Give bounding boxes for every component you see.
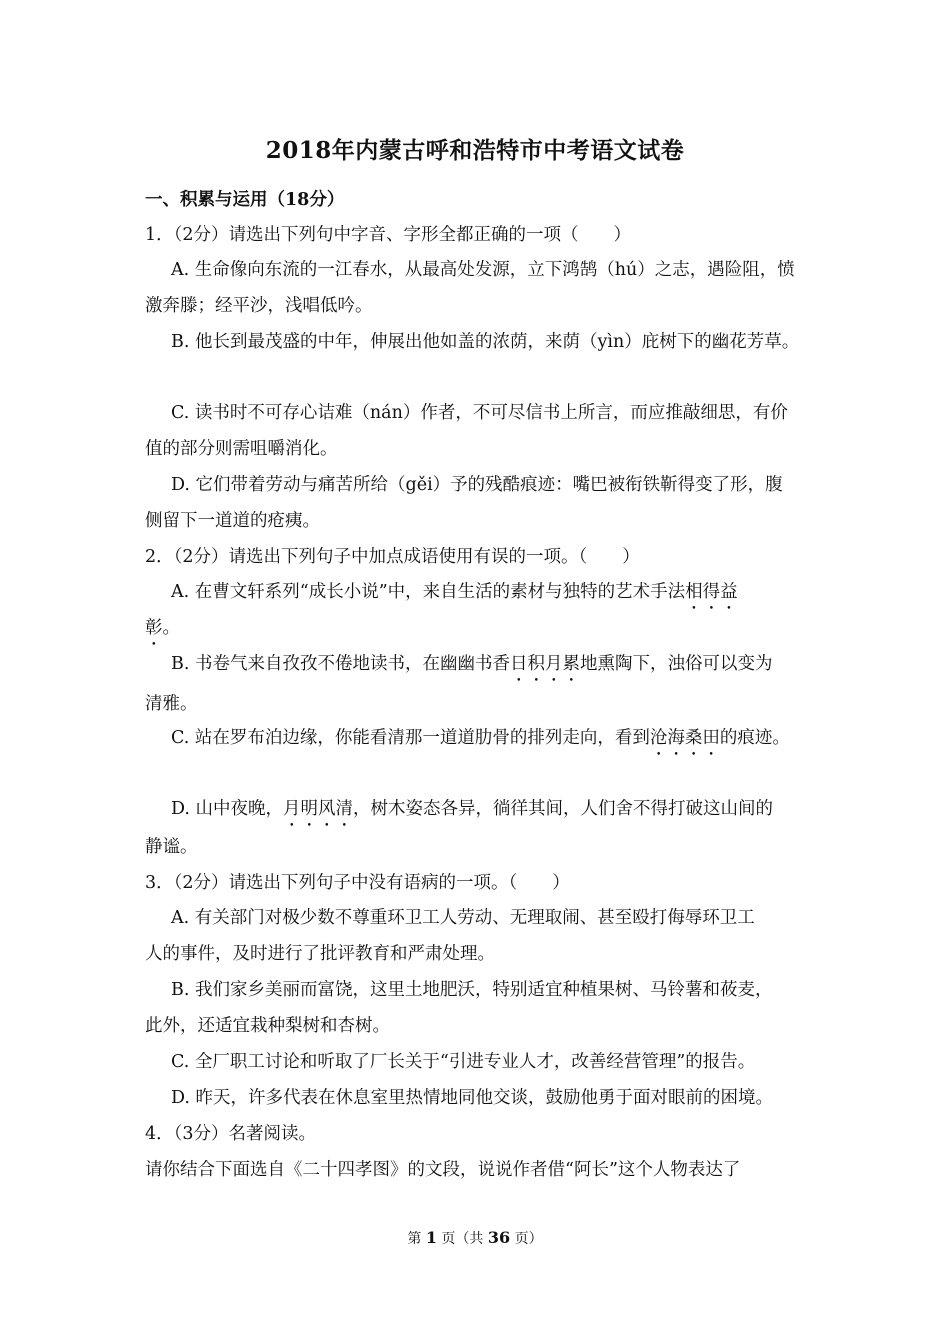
q2-d-text: D. 山中夜晚， [171, 799, 284, 819]
q1-option-a: A. 生命像向东流的一江春水，从最高处发源，立下鸿鹄（hú）之志，遇险阻，愤 [171, 260, 795, 280]
q2-d-text-end: ，树木姿态各异，徜徉其间，人们舍不得打破这山间的 [353, 799, 774, 819]
q1-option-c-cont: 值的部分则需咀嚼消化。 [145, 439, 338, 459]
q3-option-b: B. 我们家乡美丽而富饶，这里土地肥沃，特别适宜种植果树、马铃薯和莜麦， [171, 980, 773, 1000]
dotted-char: 累 [562, 654, 580, 674]
q2-option-b [171, 650, 772, 678]
dotted-char: 益 [720, 582, 738, 602]
footer-post: 页） [510, 1231, 543, 1247]
q1-option-d-cont: 侧留下一道道的疮痍。 [145, 511, 320, 531]
dotted-char: 月 [544, 654, 563, 674]
q2-option-d-cont: 静谧。 [145, 837, 198, 857]
dotted-char: 田 [702, 728, 720, 748]
q1-option-c: C. 读书时不可存心诘难（nán）作者，不可尽信书上所言，而应推敲细思，有价 [171, 403, 788, 423]
footer-pre: 第 [407, 1231, 426, 1247]
dotted-char: 彰 [145, 618, 163, 638]
dotted-char: 风 [318, 799, 336, 819]
dotted-char: 桑 [684, 728, 703, 748]
page-number: 1 [425, 1228, 437, 1247]
q2-b-text-end: 地熏陶下，浊俗可以变为 [579, 654, 773, 674]
dotted-char: 月 [283, 799, 301, 819]
q1-option-b: B. 他长到最茂盛的中年，伸展出他如盖的浓荫，来荫（yìn）庇树下的幽花芳草。 [171, 332, 800, 352]
q2-option-b-cont: 清雅。 [145, 694, 198, 714]
dotted-char: 明 [300, 799, 319, 819]
q1-option-d: D. 它们带着劳动与痛苦所给（gěi）予的残酷痕迹：嘴巴被衔铁靳得变了形，腹 [171, 475, 783, 495]
page-title: 2018年内蒙古呼和浩特市中考语文试卷 [265, 137, 685, 164]
q2-option-a-cont [145, 614, 180, 642]
question-2-stem: 2．（2分）请选出下列句子中加点成语使用有误的一项。（ ） [145, 547, 640, 567]
q4-text: 请你结合下面选自《二十四孝图》的文段，说说作者借“阿长”这个人物表达了 [145, 1160, 741, 1180]
q2-c-text: C. 站在罗布泊边缘，你能看清那一道道肋骨的排列走向，看到 [171, 728, 650, 748]
q3-option-a: A. 有关部门对极少数不尊重环卫工人劳动、无理取闹、甚至殴打侮辱环卫工 [171, 908, 755, 928]
dotted-char: 沧 [649, 728, 668, 748]
q3-option-a-cont: 人的事件，及时进行了批评教育和严肃处理。 [145, 944, 495, 964]
q2-a-text-end: 。 [162, 618, 180, 638]
q3-option-c: C. 全厂职工讨论和听取了厂长关于“引进专业人才，改善经营管理”的报告。 [171, 1052, 756, 1072]
dotted-char: 积 [527, 654, 545, 674]
dotted-char: 得 [702, 582, 721, 602]
q2-option-a [171, 578, 738, 606]
q2-b-text: B. 书卷气来自孜孜不倦地读书，在幽幽书香 [171, 654, 510, 674]
question-3-stem: 3．（2分）请选出下列句子中没有语病的一项。（ ） [145, 873, 570, 893]
dotted-char: 海 [667, 728, 685, 748]
dotted-char: 相 [685, 582, 703, 602]
footer-mid: 页（共 [436, 1231, 488, 1247]
dotted-char: 清 [335, 799, 354, 819]
q2-option-c [171, 724, 790, 752]
q1-option-a-cont: 激奔滕；经平沙，浅唱低吟。 [145, 296, 373, 316]
q2-option-d [171, 795, 773, 823]
question-4-stem: 4．（3分）名著阅读。 [145, 1124, 317, 1144]
q3-option-b-cont: 此外，还适宜栽种梨树和杏树。 [145, 1016, 390, 1036]
q2-a-text: A. 在曹文轩系列“成长小说”中，来自生活的素材与独特的艺术手法 [171, 582, 686, 602]
section-heading: 一、积累与运用（18分） [145, 190, 345, 210]
q2-c-text-end: 的痕迹。 [719, 728, 790, 748]
page-footer [0, 1228, 950, 1248]
question-1-stem: 1．（2分）请选出下列句中字音、字形全都正确的一项（ ） [145, 225, 632, 245]
total-pages: 36 [487, 1228, 511, 1247]
dotted-char: 日 [509, 654, 528, 674]
q3-option-d: D. 昨天，许多代表在休息室里热情地同他交谈，鼓励他勇于面对眼前的困境。 [171, 1088, 774, 1108]
